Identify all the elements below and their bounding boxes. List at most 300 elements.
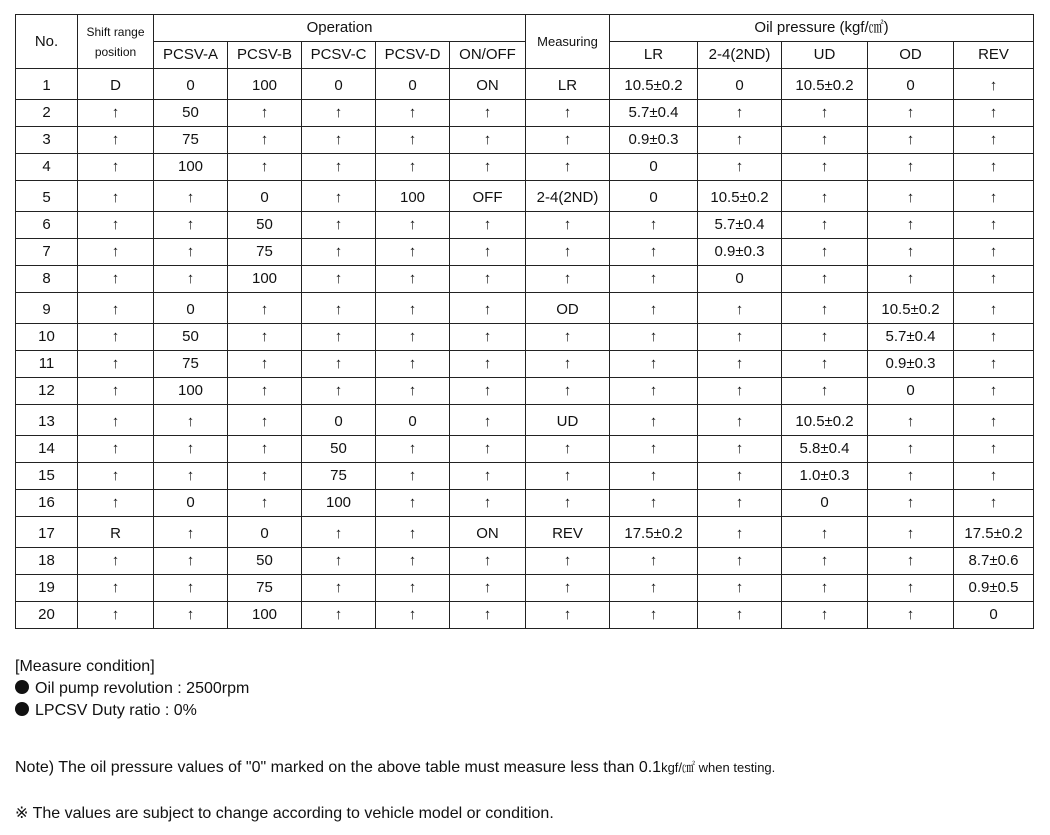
table-cell: ↑ [302,154,376,181]
table-cell: ↑ [610,548,698,575]
table-cell: ↑ [154,266,228,293]
table-cell: 0.9±0.3 [698,239,782,266]
table-cell: ↑ [302,324,376,351]
table-cell: 100 [228,69,302,100]
table-cell: ↑ [154,212,228,239]
table-cell: ↑ [78,154,154,181]
table-cell: ↑ [376,212,450,239]
table-row [16,100,1034,127]
table-cell: ↑ [610,575,698,602]
table-cell: 50 [154,100,228,127]
table-cell: ↑ [78,100,154,127]
table-cell: ↑ [954,181,1034,212]
table-cell: ↑ [526,463,610,490]
table-cell: ↑ [868,463,954,490]
table-cell: ↑ [954,378,1034,405]
table-cell: 10.5±0.2 [868,293,954,324]
header-2nd: 2-4(2ND) [698,42,782,69]
table-cell: ↑ [954,154,1034,181]
header-pcsv-c: PCSV-C [302,42,376,69]
note-suffix: when testing. [695,760,776,775]
table-cell: 5.7±0.4 [610,100,698,127]
table-cell: ↑ [954,127,1034,154]
table-cell: ↑ [450,405,526,436]
table-cell: ↑ [78,575,154,602]
table-cell: 11 [16,351,78,378]
table-cell: 2-4(2ND) [526,181,610,212]
header-od: OD [868,42,954,69]
table-cell: 13 [16,405,78,436]
table-cell: ↑ [78,463,154,490]
table-cell: ↑ [954,239,1034,266]
table-cell: ↑ [954,490,1034,517]
condition-item [15,678,1035,700]
table-cell: ↑ [302,266,376,293]
table-cell: ↑ [376,324,450,351]
table-cell: 75 [154,127,228,154]
table-cell: ↑ [376,517,450,548]
table-cell: ↑ [782,100,868,127]
table-cell: ↑ [376,602,450,629]
table-cell: 17.5±0.2 [610,517,698,548]
table-cell: 100 [154,378,228,405]
table-cell: ↑ [868,436,954,463]
table-cell: ↑ [610,405,698,436]
table-cell: ↑ [698,324,782,351]
table-row [16,351,1034,378]
table-cell: ↑ [78,212,154,239]
table-cell: ↑ [302,548,376,575]
table-cell: ↑ [698,293,782,324]
table-header [16,15,1034,69]
table-row [16,212,1034,239]
table-cell: ↑ [302,575,376,602]
table-cell: ↑ [450,293,526,324]
table-cell: 0 [302,405,376,436]
header-pcsv-a: PCSV-A [154,42,228,69]
table-cell: ↑ [526,490,610,517]
table-cell: ↑ [376,293,450,324]
table-cell: ↑ [450,324,526,351]
table-cell: ↑ [782,181,868,212]
table-cell: ↑ [782,548,868,575]
table-cell: ↑ [302,100,376,127]
table-row [16,378,1034,405]
header-rev: REV [954,42,1034,69]
table-cell: ↑ [376,463,450,490]
table-cell: UD [526,405,610,436]
table-cell: 15 [16,463,78,490]
condition-text: LPCSV Duty ratio : 0% [35,702,197,719]
table-cell: 50 [302,436,376,463]
header-measuring: Measuring [526,15,610,69]
table-cell: 8.7±0.6 [954,548,1034,575]
table-cell: ↑ [610,266,698,293]
measure-conditions [15,656,1035,722]
table-cell: 3 [16,127,78,154]
table-cell: ↑ [228,378,302,405]
table-cell: ↑ [154,181,228,212]
table-cell: ↑ [228,324,302,351]
table-cell: 0 [154,490,228,517]
header-pcsv-d: PCSV-D [376,42,450,69]
table-cell: 0 [868,69,954,100]
table-cell: 18 [16,548,78,575]
table-cell: 20 [16,602,78,629]
table-cell: ↑ [228,436,302,463]
table-cell: ↑ [154,575,228,602]
table-cell: ↑ [610,602,698,629]
table-cell: ↑ [782,212,868,239]
table-row [16,490,1034,517]
table-cell: ↑ [154,602,228,629]
table-cell: ↑ [954,405,1034,436]
table-cell: 75 [228,575,302,602]
table-cell: ↑ [526,351,610,378]
table-cell: 8 [16,266,78,293]
table-cell: ↑ [78,405,154,436]
table-cell: ↑ [782,154,868,181]
table-cell: ↑ [228,405,302,436]
table-cell: REV [526,517,610,548]
table-cell: 0 [782,490,868,517]
table-cell: ↑ [698,575,782,602]
table-cell: ↑ [782,324,868,351]
table-cell: ↑ [782,602,868,629]
table-cell: ↑ [698,463,782,490]
header-operation: Operation [154,15,526,42]
table-row [16,463,1034,490]
table-cell: ↑ [868,548,954,575]
table-cell: ↑ [782,378,868,405]
table-cell: ↑ [954,266,1034,293]
table-cell: ↑ [78,490,154,517]
table-cell: 50 [228,548,302,575]
table-cell: ↑ [698,517,782,548]
table-cell: ↑ [376,154,450,181]
table-cell: ↑ [698,490,782,517]
table-cell: 50 [154,324,228,351]
table-cell: 0 [376,69,450,100]
oil-pressure-table-container [15,14,1033,629]
table-cell: 5.7±0.4 [698,212,782,239]
table-cell: 0 [698,69,782,100]
table-cell: 0 [868,378,954,405]
table-cell: 100 [154,154,228,181]
table-body [16,69,1034,629]
table-cell: ↑ [78,324,154,351]
table-cell: ↑ [868,154,954,181]
table-cell: ↑ [450,212,526,239]
table-cell: ↑ [78,181,154,212]
note [15,757,775,777]
table-row [16,266,1034,293]
table-row [16,324,1034,351]
table-cell: ↑ [954,436,1034,463]
table-cell: ↑ [302,293,376,324]
table-cell: 100 [228,602,302,629]
table-cell: ↑ [868,517,954,548]
table-cell: 0.9±0.3 [610,127,698,154]
table-cell: ↑ [78,127,154,154]
table-cell: ↑ [868,100,954,127]
table-cell: ↑ [868,266,954,293]
table-cell: 16 [16,490,78,517]
table-row [16,575,1034,602]
table-cell: 0 [376,405,450,436]
table-cell: ↑ [154,436,228,463]
table-cell: ↑ [78,266,154,293]
table-cell: ↑ [954,463,1034,490]
table-cell: ↑ [698,154,782,181]
table-cell: ↑ [302,378,376,405]
table-cell: 7 [16,239,78,266]
table-cell: ↑ [376,575,450,602]
table-cell: 0 [228,181,302,212]
table-cell: R [78,517,154,548]
table-cell: ↑ [78,239,154,266]
table-cell: 10.5±0.2 [782,405,868,436]
table-cell: 0 [302,69,376,100]
header-pcsv-b: PCSV-B [228,42,302,69]
table-row [16,69,1034,100]
table-cell: ↑ [526,239,610,266]
table-cell: ↑ [228,100,302,127]
table-row [16,127,1034,154]
table-cell: ↑ [228,293,302,324]
table-cell: ↑ [302,212,376,239]
table-cell: ↑ [78,293,154,324]
table-cell: ↑ [610,351,698,378]
table-cell: 17 [16,517,78,548]
table-cell: ↑ [526,154,610,181]
table-cell: 10.5±0.2 [610,69,698,100]
table-cell: 0 [228,517,302,548]
table-cell: ↑ [302,351,376,378]
table-row [16,293,1034,324]
table-cell: ↑ [302,517,376,548]
header-oil-pressure: Oil pressure (kgf/㎠) [610,15,1034,42]
table-cell: ↑ [450,127,526,154]
table-cell: 5.7±0.4 [868,324,954,351]
condition-text: Oil pump revolution : 2500rpm [35,680,250,697]
table-cell: ↑ [78,548,154,575]
table-cell: ↑ [154,405,228,436]
table-cell: 14 [16,436,78,463]
oil-pressure-table [15,14,1034,629]
header-shift-range-line1: Shift range [86,24,145,39]
table-cell: ↑ [610,436,698,463]
table-cell: ↑ [954,293,1034,324]
table-cell: 9 [16,293,78,324]
table-cell: ↑ [868,602,954,629]
header-ud: UD [782,42,868,69]
table-cell: ↑ [954,212,1034,239]
table-row [16,517,1034,548]
table-cell: ↑ [526,212,610,239]
table-row [16,602,1034,629]
table-cell: ↑ [610,293,698,324]
table-cell: ↑ [782,239,868,266]
table-row [16,154,1034,181]
table-cell: ↑ [450,100,526,127]
table-cell: 50 [228,212,302,239]
table-cell: ↑ [450,490,526,517]
table-cell: ↑ [302,127,376,154]
table-cell: 17.5±0.2 [954,517,1034,548]
table-row [16,548,1034,575]
table-cell: ↑ [610,378,698,405]
table-cell: ↑ [228,463,302,490]
table-cell: ↑ [782,575,868,602]
table-cell: ↑ [868,405,954,436]
table-cell: ↑ [154,239,228,266]
table-cell: ↑ [954,69,1034,100]
table-cell: ↑ [78,436,154,463]
table-cell: ↑ [698,100,782,127]
header-shift-range-line2: position [94,44,137,59]
table-cell: 75 [302,463,376,490]
table-cell: ↑ [610,463,698,490]
table-cell: ↑ [698,351,782,378]
table-cell: ↑ [450,575,526,602]
table-cell: ↑ [450,548,526,575]
table-cell: ON [450,517,526,548]
table-cell: ↑ [450,154,526,181]
table-cell: 100 [228,266,302,293]
table-cell: 4 [16,154,78,181]
table-cell: ↑ [78,351,154,378]
table-cell: ↑ [526,436,610,463]
header-on-off: ON/OFF [450,42,526,69]
table-row [16,239,1034,266]
table-row [16,181,1034,212]
table-cell: 100 [302,490,376,517]
table-cell: ↑ [954,324,1034,351]
table-cell: ↑ [526,602,610,629]
table-cell: ↑ [610,490,698,517]
table-cell: 75 [228,239,302,266]
table-cell: 6 [16,212,78,239]
table-cell: ↑ [78,378,154,405]
table-cell: ↑ [228,154,302,181]
table-cell: 0 [610,154,698,181]
header-no: No. [16,15,78,69]
table-cell: ↑ [782,127,868,154]
table-cell: ↑ [450,378,526,405]
bullet-icon [15,702,29,716]
table-cell: D [78,69,154,100]
table-cell: ↑ [782,351,868,378]
table-cell: ↑ [954,100,1034,127]
table-cell: 5 [16,181,78,212]
table-cell: ↑ [868,490,954,517]
table-cell: ↑ [376,490,450,517]
table-cell: 0 [954,602,1034,629]
table-cell: ↑ [450,463,526,490]
table-cell: 10.5±0.2 [782,69,868,100]
table-cell: ↑ [698,127,782,154]
table-cell: 75 [154,351,228,378]
table-cell: ↑ [526,575,610,602]
table-cell: OD [526,293,610,324]
table-cell: ↑ [868,181,954,212]
table-cell: ↑ [154,463,228,490]
table-cell: 100 [376,181,450,212]
table-cell: ↑ [302,239,376,266]
table-cell: ↑ [154,517,228,548]
table-cell: 5.8±0.4 [782,436,868,463]
table-cell: ↑ [782,293,868,324]
table-cell: ↑ [376,239,450,266]
table-cell: 0 [610,181,698,212]
table-cell: ↑ [698,602,782,629]
table-cell: ↑ [526,324,610,351]
table-cell: ↑ [526,127,610,154]
table-cell: 10 [16,324,78,351]
table-cell: ON [450,69,526,100]
table-cell: ↑ [868,575,954,602]
table-cell: ↑ [450,436,526,463]
table-cell: OFF [450,181,526,212]
table-row [16,405,1034,436]
table-cell: ↑ [376,436,450,463]
table-cell: ↑ [450,351,526,378]
table-cell: LR [526,69,610,100]
table-cell: 19 [16,575,78,602]
table-cell: ↑ [868,239,954,266]
table-cell: 0.9±0.3 [868,351,954,378]
table-cell: ↑ [302,602,376,629]
bullet-icon [15,680,29,694]
table-cell: ↑ [698,378,782,405]
table-cell: ↑ [698,436,782,463]
note-unit: kgf/㎠ [661,760,696,775]
table-cell: 0 [154,69,228,100]
table-cell: ↑ [610,239,698,266]
table-cell: ↑ [450,266,526,293]
measure-conditions-title: [Measure condition] [15,658,155,675]
table-cell: ↑ [782,517,868,548]
disclaimer: ※ The values are subject to change according to vehicle model or condition. [15,805,554,822]
table-cell: ↑ [954,351,1034,378]
table-cell: ↑ [376,100,450,127]
table-cell: ↑ [698,405,782,436]
table-cell: ↑ [302,181,376,212]
table-cell: 0 [698,266,782,293]
table-cell: 0.9±0.5 [954,575,1034,602]
table-cell: ↑ [526,100,610,127]
table-cell: ↑ [526,266,610,293]
table-cell: ↑ [526,548,610,575]
table-row [16,436,1034,463]
table-cell: ↑ [450,239,526,266]
table-cell: ↑ [868,212,954,239]
table-cell: 1.0±0.3 [782,463,868,490]
table-cell: 10.5±0.2 [698,181,782,212]
table-cell: ↑ [376,378,450,405]
table-cell: 12 [16,378,78,405]
header-shift-range [78,15,154,69]
table-cell: 1 [16,69,78,100]
table-cell: ↑ [782,266,868,293]
condition-item [15,700,1035,722]
table-cell: ↑ [526,378,610,405]
table-cell: ↑ [78,602,154,629]
table-cell: ↑ [154,548,228,575]
table-cell: 0 [154,293,228,324]
table-cell: ↑ [868,127,954,154]
